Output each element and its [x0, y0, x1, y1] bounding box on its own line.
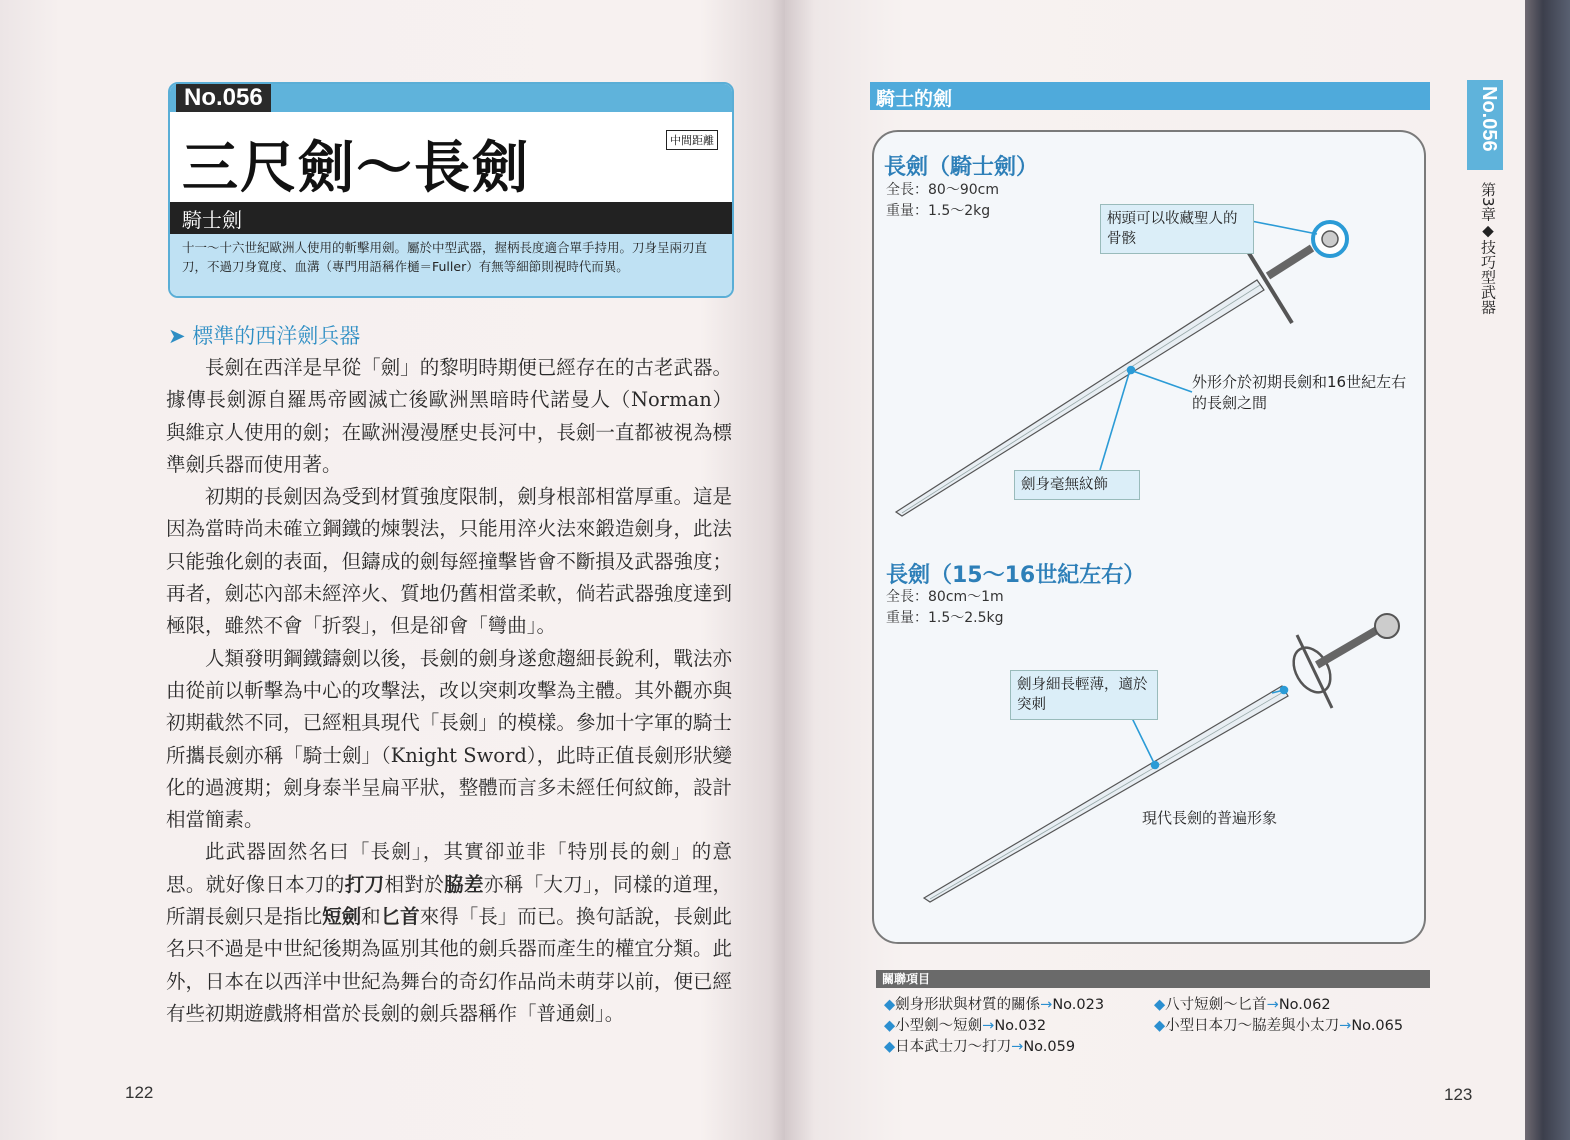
- page-number-left: 122: [125, 1083, 154, 1102]
- related-item-text: 小型劍～短劍: [895, 1018, 983, 1034]
- related-title: 關聯項目: [882, 972, 931, 986]
- related-item-text: 八寸短劍～匕首: [1165, 997, 1267, 1013]
- paragraph-3: 人類發明鋼鐵鑄劍以後，長劍的劍身遂愈趨細長銳利，戰法亦由從前以斬擊為中心的攻擊法，改以突刺攻擊為主體。其外觀亦與初期截然不同，已經粗具現代「長劍」的模樣。參加十字軍的騎士所攜長劍亦稱「騎士劍」（Knight Sword），此時正值長劍形狀變化的過渡期；劍身泰半呈扁平狀，整體而言多未經任何紋飾，設計相當簡素。: [166, 646, 732, 832]
- entry-subtitle: 騎士劍: [182, 208, 242, 232]
- related-item[interactable]: ◆日本武士刀～打刀→No.059: [884, 1039, 1076, 1055]
- p4-text-f: 來得「長」而已。換句話說，長劍此名只不過是中世紀後期為區別其他的劍兵器而產生的權宜分類。此外，日本在以西洋中世紀為舞台的奇幻作品尚未萌芽以前，便已經有些初期遊戲將相當於長劍的劍兵器稱作「普通劍」。: [166, 905, 732, 1025]
- sword2-specs: [886, 587, 1004, 629]
- illustration-header-bar: [870, 82, 1430, 110]
- related-item-text: 劍身形狀與材質的關係: [895, 997, 1041, 1013]
- p4-text-a: 此武器固然名曰「長劍」，其實卻並非「特別長的劍」的意思。就好像日本刀的: [166, 840, 732, 896]
- paragraph-4: [166, 836, 732, 1030]
- callout-thrust: 劍身細長輕薄，適於突刺: [1010, 670, 1158, 720]
- related-item-text: 小型日本刀～脇差與小太刀: [1165, 1018, 1340, 1034]
- related-item-ref: No.065: [1351, 1018, 1404, 1034]
- callout-pommel: 柄頭可以收藏聖人的骨骸: [1100, 204, 1254, 254]
- term-wakizashi: 脇差: [444, 872, 484, 896]
- related-item[interactable]: ◆劍身形狀與材質的關係→No.023: [884, 997, 1105, 1013]
- related-item-ref: No.059: [1023, 1039, 1076, 1055]
- sword2-weight: 重量：1.5～2.5kg: [886, 610, 1004, 626]
- callout-modern: 現代長劍的普遍形象: [1142, 809, 1278, 827]
- sword1-length: 全長：80～90cm: [886, 182, 999, 198]
- sword2-length: 全長：80cm～1m: [886, 589, 1004, 605]
- callout-no-decoration: 劍身毫無紋飾: [1014, 470, 1140, 500]
- related-item[interactable]: ◆小型劍～短劍→No.032: [884, 1018, 1047, 1034]
- page-number-right: 123: [1444, 1085, 1473, 1104]
- side-entry-number: No.056: [1478, 86, 1500, 152]
- related-bar: [876, 970, 1430, 988]
- section-heading: ➤ 標準的西洋劍兵器: [168, 324, 361, 348]
- entry-title: 三尺劍～長劍: [182, 136, 530, 201]
- p4-text-d: 亦稱「大刀」，同樣的道理，所謂長劍只是指比: [166, 872, 732, 929]
- p4-text-e: 和: [361, 905, 381, 929]
- illustration-header: 騎士的劍: [876, 88, 953, 110]
- late-sword-drawing: [924, 614, 1399, 902]
- related-item[interactable]: ◆小型日本刀～脇差與小太刀→No.065: [1154, 1018, 1404, 1034]
- entry-description: 十一～十六世紀歐洲人使用的斬擊用劍。屬於中型武器，握柄長度適合單手持用。刀身呈兩刃直刀，不過刀身寬度、血溝（專門用語稱作樋＝Fuller）有無等細節則視時代而異。: [182, 240, 708, 274]
- related-item[interactable]: ◆八寸短劍～匕首→No.062: [1154, 997, 1331, 1013]
- sword2-title: 長劍（15～16世紀左右）: [886, 563, 1146, 588]
- p4-text-c: 相對於: [384, 872, 445, 896]
- related-item-ref: No.032: [994, 1018, 1047, 1034]
- sword1-specs: [886, 180, 999, 222]
- related-item-ref: No.062: [1278, 997, 1331, 1013]
- entry-number: No.056: [176, 84, 271, 112]
- side-chapter: 第3章◆技巧型武器: [1479, 182, 1497, 315]
- term-short-sword: 短劍: [322, 905, 362, 929]
- sword1-title: 長劍（騎士劍）: [884, 155, 1039, 180]
- page-edges: [1525, 0, 1570, 1140]
- range-badge: 中間距離: [666, 130, 718, 150]
- sword1-weight: 重量：1.5～2kg: [886, 203, 991, 219]
- paragraph-2: 初期的長劍因為受到材質強度限制，劍身根部相當厚重。這是因為當時尚未確立鋼鐵的煉製法，只能用淬火法來鍛造劍身，此法只能強化劍的表面，但鑄成的劍每經撞擊皆會不斷損及武器強度；再者，劍芯內部未經淬火、質地仍舊相當柔軟，倘若武器強度達到極限，雖然不會「折裂」，但是卻會「彎曲」。: [166, 485, 732, 638]
- callout-shape: 外形介於初期長劍和16世紀左右的長劍之間: [1192, 373, 1407, 412]
- paragraph-1: 長劍在西洋是早從「劍」的黎明時期便已經存在的古老武器。據傳長劍源自羅馬帝國滅亡後歐洲黑暗時代諾曼人（Norman）與維京人使用的劍；在歐洲漫漫歷史長河中，長劍一直都被視為標準劍兵器而使用著。: [166, 356, 732, 476]
- entry-header-box: [168, 82, 734, 298]
- related-item-text: 日本武士刀～打刀: [895, 1039, 1012, 1055]
- subtitle-bar: [170, 202, 732, 234]
- term-uchigatana: 打刀: [344, 872, 385, 896]
- term-dagger: 匕首: [380, 905, 420, 929]
- body-text: [166, 352, 732, 1030]
- related-item-ref: No.023: [1052, 997, 1105, 1013]
